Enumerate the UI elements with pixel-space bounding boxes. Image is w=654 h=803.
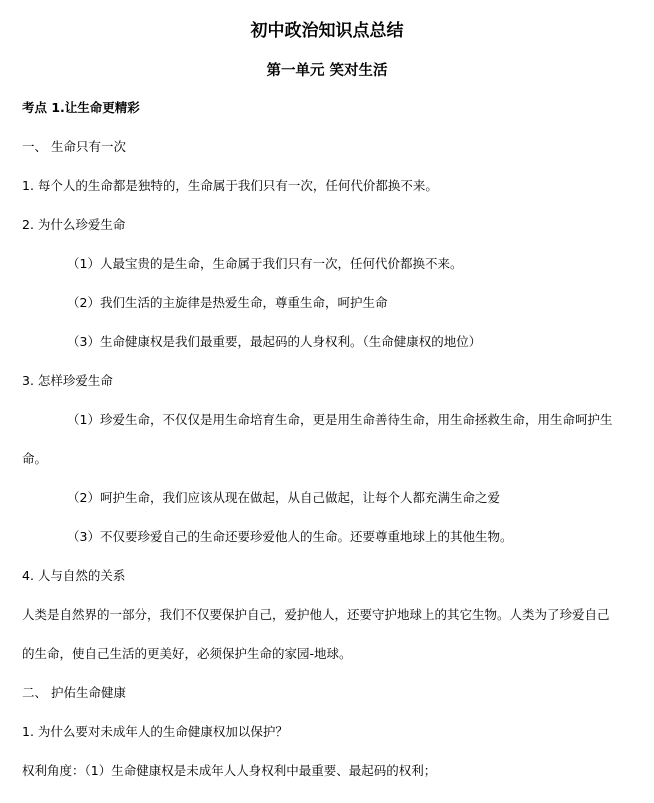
numbered-heading: 4. 人与自然的关系 [22,568,126,583]
list-item: （3）生命健康权是我们最重要，最起码的人身权利。（生命健康权的地位） [67,334,482,349]
paragraph-line: 1. 每个人的生命都是独特的，生命属于我们只有一次，任何代价都换不来。 [22,178,438,193]
paragraph-line: 权利角度：（1）生命健康权是未成年人人身权利中最重要、最起码的权利； [22,763,437,778]
unit-title: 第一单元 笑对生活 [266,63,388,79]
section-heading: 考点 1.让生命更精彩 [22,100,140,115]
paragraph-line: 的生命，使自己生活的更美好，必须保护生命的家园-地球。 [22,646,352,661]
numbered-heading: 2. 为什么珍爱生命 [22,217,126,232]
list-item: （3）不仅要珍爱自己的生命还要珍爱他人的生命。还要尊重地球上的其他生物。 [67,529,513,544]
list-item-continuation: 命。 [22,451,48,466]
list-item: （1）珍爱生命，不仅仅是用生命培育生命，更是用生命善待生命，用生命拯救生命，用生命呵护生 [67,412,613,427]
list-item: （1）人最宝贵的是生命，生命属于我们只有一次，任何代价都换不来。 [67,256,463,271]
document-title: 初中政治知识点总结 [250,21,404,41]
list-item: （2）我们生活的主旋律是热爱生命，尊重生命，呵护生命 [67,295,388,310]
paragraph-line: 人类是自然界的一部分，我们不仅要保护自己，爱护他人，还要守护地球上的其它生物。人类为了珍爱自己 [22,607,610,622]
numbered-heading: 3. 怎样珍爱生命 [22,373,113,388]
subsection-heading: 二、 护佑生命健康 [22,685,126,700]
numbered-heading: 1. 为什么要对未成年人的生命健康权加以保护？ [22,724,288,739]
list-item: （2）呵护生命，我们应该从现在做起，从自己做起，让每个人都充满生命之爱 [67,490,500,505]
subsection-heading: 一、 生命只有一次 [22,139,126,154]
